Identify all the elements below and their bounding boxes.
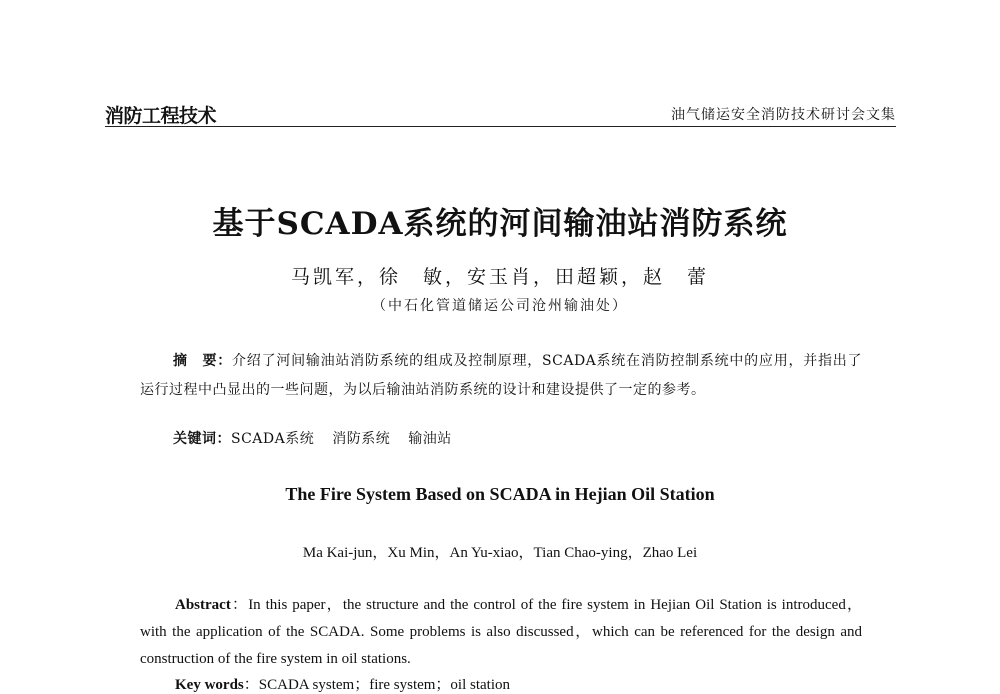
keywords-cn	[173, 428, 470, 448]
keywords-en-label: Key words	[175, 677, 244, 693]
authors-cn: 马凯军，徐 敏，安玉肖，田超颖，赵 蕾	[290, 266, 709, 288]
paper-title-en: The Fire System Based on SCADA in Hejian Oil Station	[285, 484, 715, 504]
keywords-en-sep: ：	[243, 677, 259, 693]
abstract-cn-text: 介绍了河间输油站消防系统的组成及控制原理，SCADA系统在消防控制系统中的应用，并指出了运行过程中凸显出的一些问题，为以后输油站消防系统的设计和建设提供了一定的参考。	[140, 353, 862, 398]
authors-en: Ma Kai-jun，Xu Min，An Yu-xiao，Tian Chao-ying，Zhao Lei	[302, 545, 698, 561]
keywords-cn-label: 关键词：	[173, 431, 231, 447]
abstract-en-text: In this paper，the structure and the control of the fire system in Hejian Oil Station is introduced，with the application of the SCADA. Some problems is also discussed，which can be referenced for the design and construction of the fire system in oil stations.	[140, 597, 862, 667]
abstract-cn-label: 摘 要：	[173, 353, 233, 369]
affiliation: （中石化管道储运公司沧州输油处）	[372, 298, 628, 314]
abstract-en-label: Abstract	[175, 597, 231, 613]
running-header-left: 消防工程技术	[105, 105, 217, 127]
abstract-cn	[140, 347, 862, 405]
running-header-right: 油气储运安全消防技术研讨会文集	[671, 107, 896, 123]
keyword-cn-1: SCADA系统	[231, 431, 315, 447]
keywords-en-text: SCADA system；fire system；oil station	[258, 677, 511, 693]
abstract-en-sep: ：	[230, 597, 249, 613]
paper-title: 基于SCADA系统的河间输油站消防系统	[212, 206, 788, 242]
keyword-cn-2: 消防系统	[332, 431, 391, 447]
keyword-cn-3: 输油站	[408, 431, 452, 447]
abstract-en	[140, 592, 862, 673]
keywords-en	[175, 673, 510, 694]
header-rule	[105, 126, 896, 127]
